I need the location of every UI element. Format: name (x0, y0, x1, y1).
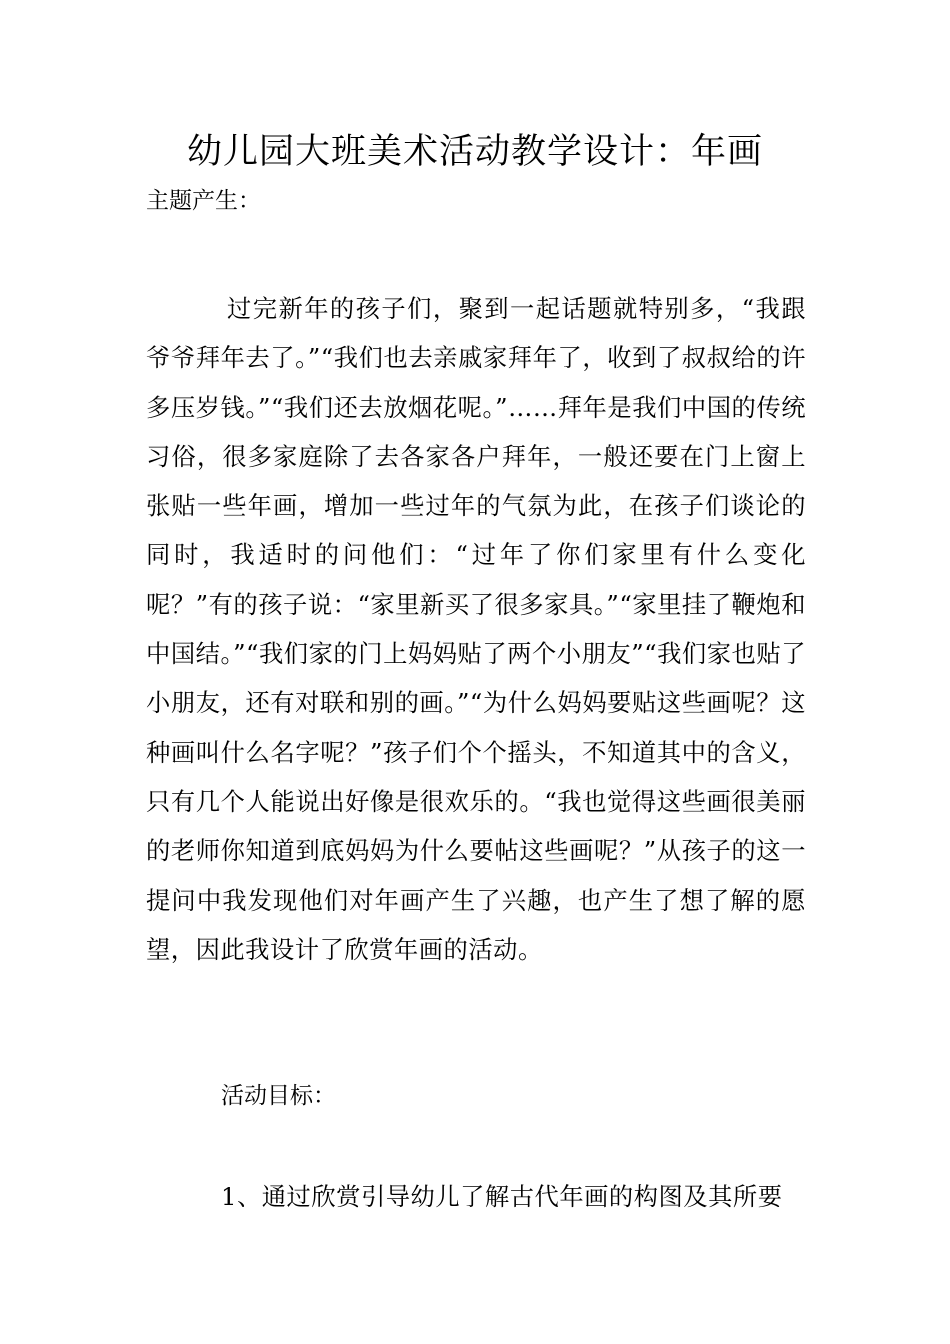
section-heading-goals: 活动目标： (221, 1083, 336, 1109)
goal-item-1: 1、通过欣赏引导幼儿了解古代年画的构图及其所要 (221, 1182, 783, 1211)
topic-paragraph: 过完新年的孩子们，聚到一起话题就特别多，“我跟爷爷拜年去了。”“我们也去亲戚家拜年了，收到了叔叔给的许多压岁钱。”“我们还去放烟花呢。”……拜年是我们中国的传统习俗，很多家庭除了去各家各户拜年，一般还要在门上窗上张贴一些年画，增加一些过年的气氛为此，在孩子们谈论的同时，我适时的问他们：“过年了你们家里有什么变化呢？”有的孩子说：“家里新买了很多家具。”“家里挂了鞭炮和中国结。”“我们家的门上妈妈贴了两个小朋友”“我们家也贴了小朋友，还有对联和别的画。”“为什么妈妈要贴这些画呢？这种画叫什么名字呢？”孩子们个个摇头，不知道其中的含义，只有几个人能说出好像是很欢乐的。“我也觉得这些画很美丽的老师你知道到底妈妈为什么要帖这些画呢？”从孩子的这一提问中我发现他们对年画产生了兴趣，也产生了想了解的愿望，因此我设计了欣赏年画的活动。 (146, 294, 806, 964)
section-heading-topic: 主题产生： (146, 188, 261, 214)
document-title: 幼儿园大班美术活动教学设计：年画 (186, 132, 763, 172)
